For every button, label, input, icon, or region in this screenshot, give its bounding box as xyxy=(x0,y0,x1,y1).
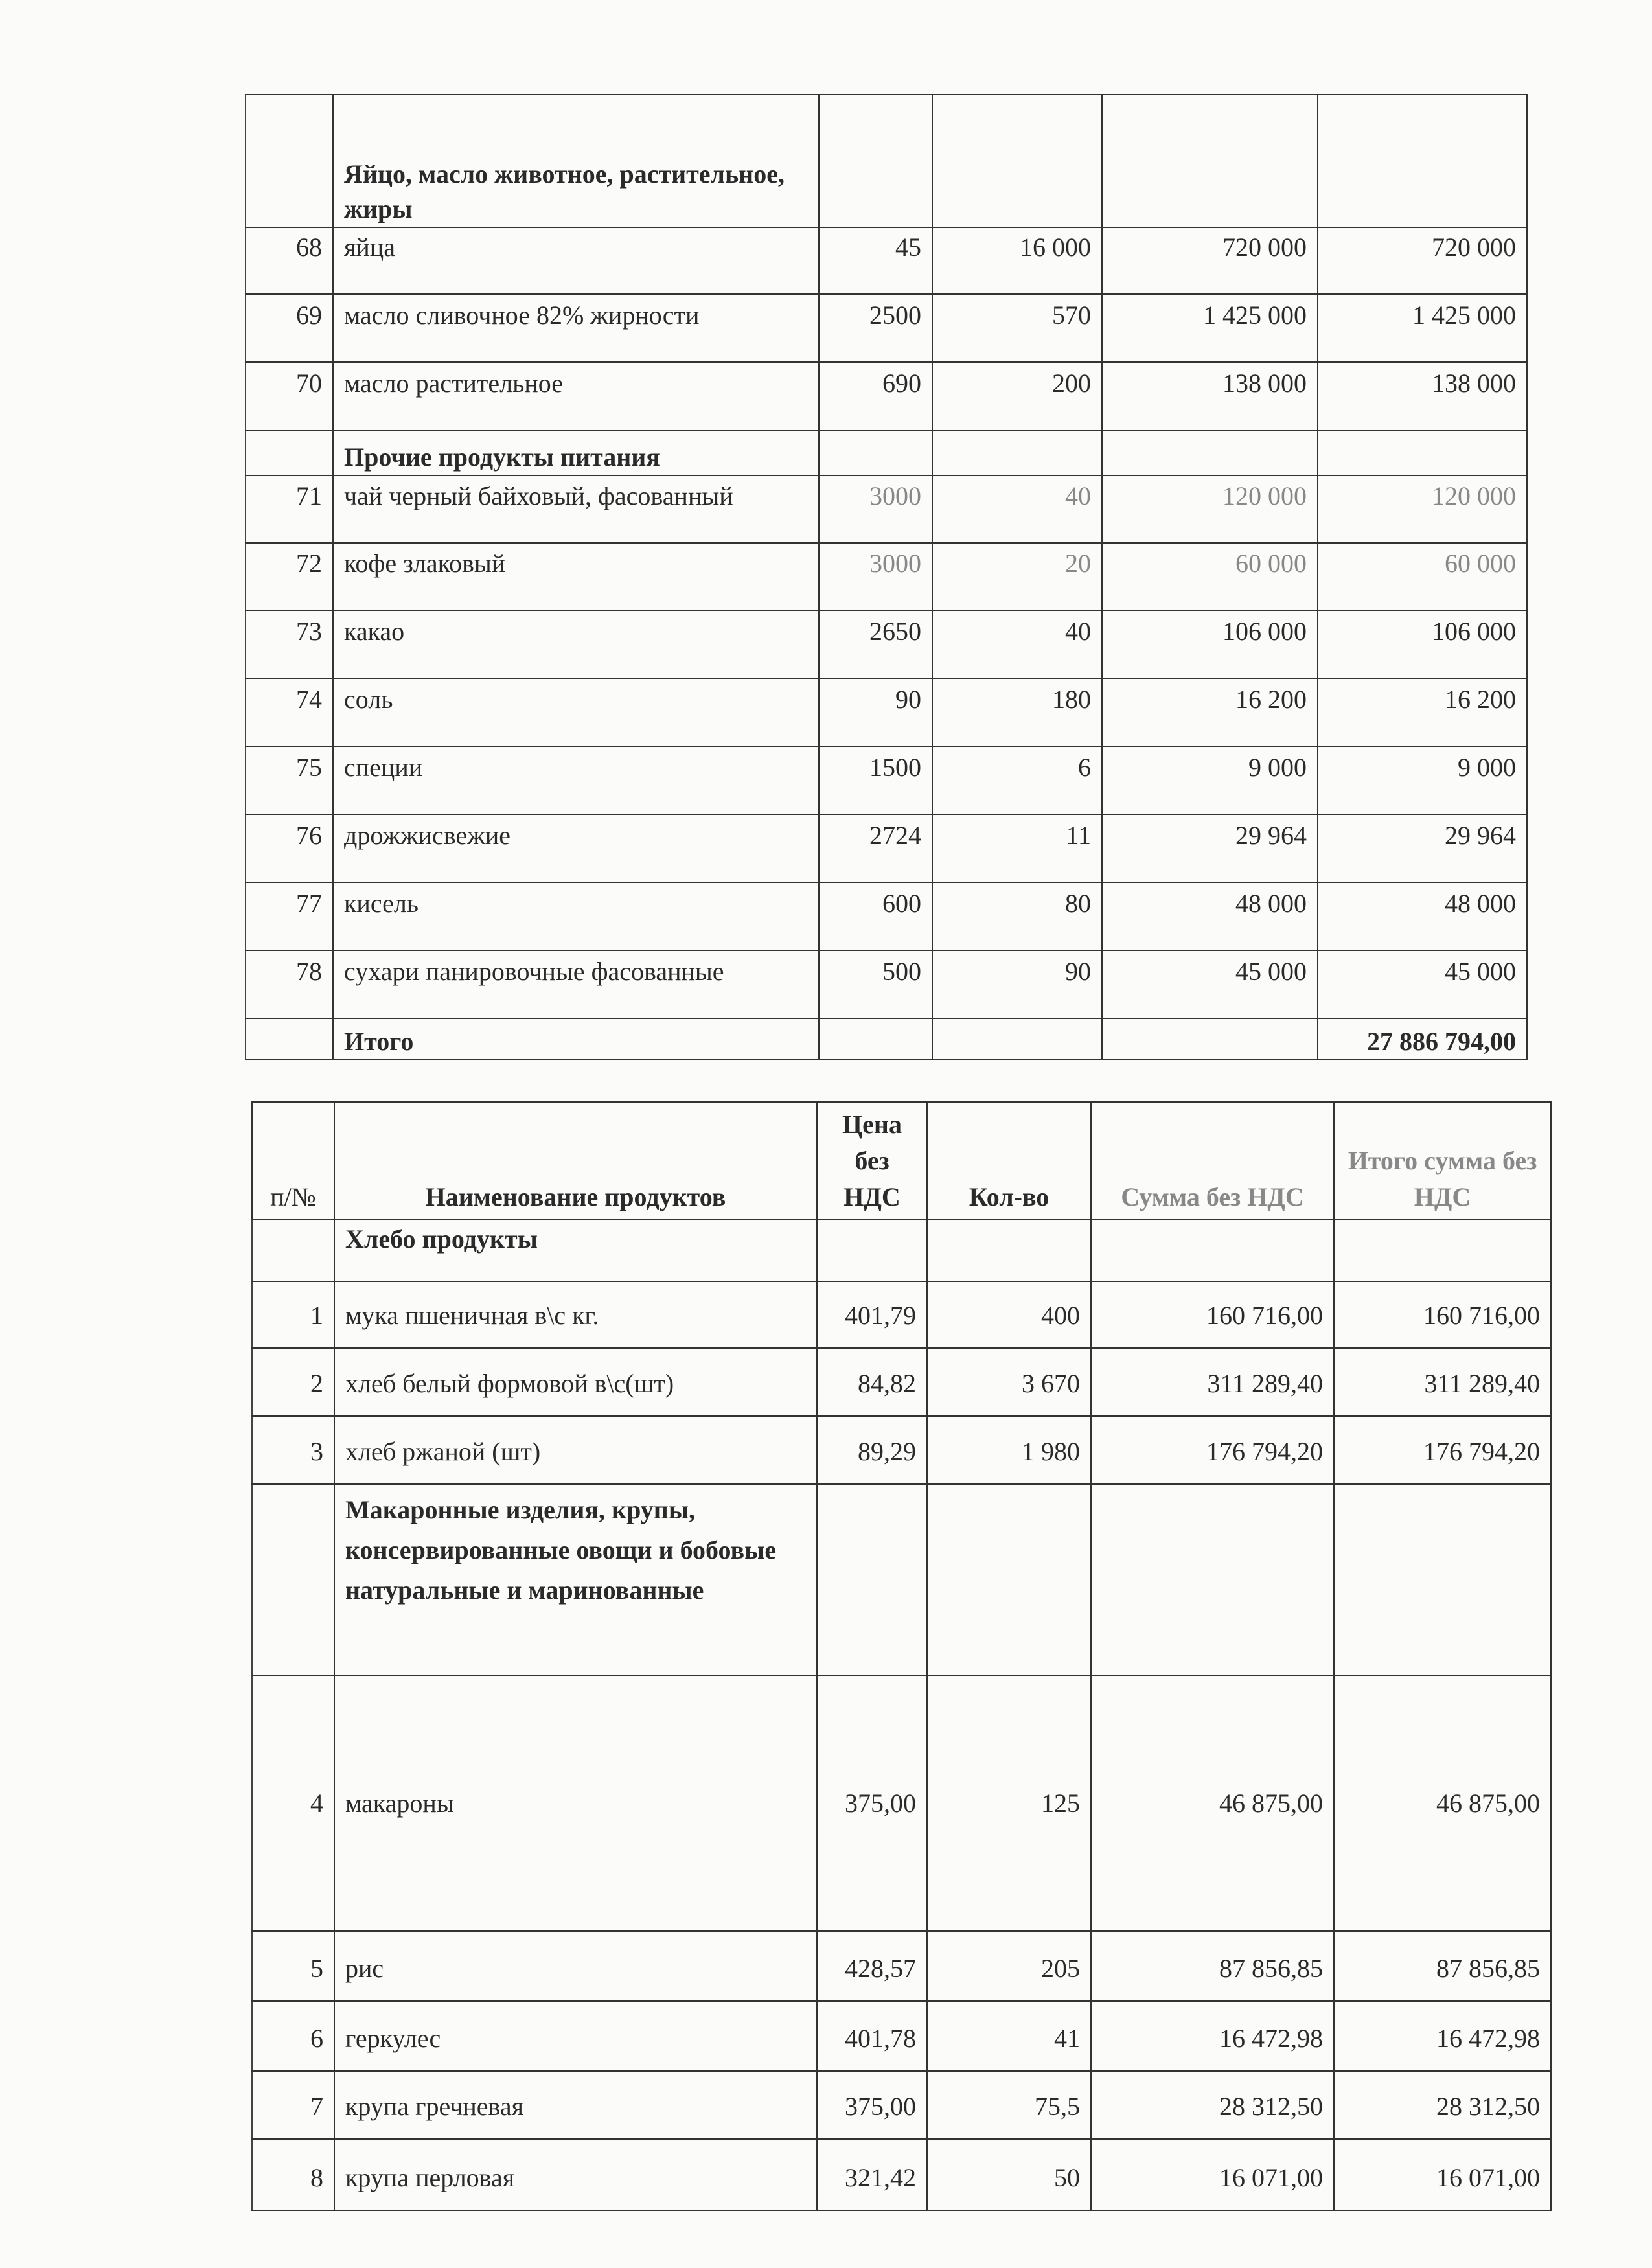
price-cell: 321,42 xyxy=(817,2139,927,2210)
price-cell: 1500 xyxy=(819,746,932,814)
product-name: крупа перловая xyxy=(334,2139,817,2210)
total-cell: 720 000 xyxy=(1318,227,1527,294)
row-number: 7 xyxy=(252,2071,334,2139)
header-quantity: Кол-во xyxy=(927,1102,1091,1220)
header-price: Цена без НДС xyxy=(817,1102,927,1220)
price-cell: 690 xyxy=(819,362,932,430)
sum-cell: 46 875,00 xyxy=(1091,1675,1334,1931)
row-number: 74 xyxy=(246,678,333,746)
product-name: дрожжисвежие xyxy=(333,814,819,882)
section-row xyxy=(252,1484,1551,1675)
product-name: яйца xyxy=(333,227,819,294)
table-row xyxy=(252,2071,1551,2139)
section-row xyxy=(246,95,1527,227)
quantity-cell: 205 xyxy=(927,1931,1091,2001)
section-label: Прочие продукты питания xyxy=(333,430,819,475)
total-cell: 176 794,20 xyxy=(1334,1416,1551,1484)
sum-cell: 160 716,00 xyxy=(1091,1281,1334,1348)
quantity-cell: 80 xyxy=(932,882,1102,950)
total-cell: 45 000 xyxy=(1318,950,1527,1018)
products-table-continued xyxy=(245,94,1528,1060)
table-row xyxy=(246,362,1527,430)
total-cell: 29 964 xyxy=(1318,814,1527,882)
table-header-row xyxy=(252,1102,1551,1220)
total-cell: 120 000 xyxy=(1318,475,1527,543)
table-row xyxy=(246,475,1527,543)
grand-total-value: 27 886 794,00 xyxy=(1318,1018,1527,1060)
product-name: масло сливочное 82% жирности xyxy=(333,294,819,362)
table-row xyxy=(246,610,1527,678)
row-number: 76 xyxy=(246,814,333,882)
price-cell: 500 xyxy=(819,950,932,1018)
row-number: 6 xyxy=(252,2001,334,2071)
sum-cell: 311 289,40 xyxy=(1091,1348,1334,1416)
row-number: 3 xyxy=(252,1416,334,1484)
total-label: Итого xyxy=(333,1018,819,1060)
table-row xyxy=(252,1281,1551,1348)
sum-cell: 106 000 xyxy=(1102,610,1318,678)
quantity-cell: 41 xyxy=(927,2001,1091,2071)
table-row xyxy=(252,1416,1551,1484)
total-cell: 9 000 xyxy=(1318,746,1527,814)
price-cell: 375,00 xyxy=(817,2071,927,2139)
section-label: Хлебо продукты xyxy=(334,1220,817,1281)
row-number: 71 xyxy=(246,475,333,543)
product-name: рис xyxy=(334,1931,817,2001)
total-cell: 16 200 xyxy=(1318,678,1527,746)
product-name: хлеб белый формовой в\с(шт) xyxy=(334,1348,817,1416)
product-name: кофе злаковый xyxy=(333,543,819,610)
quantity-cell: 180 xyxy=(932,678,1102,746)
table-row xyxy=(246,543,1527,610)
header-number: п/№ xyxy=(252,1102,334,1220)
table-row xyxy=(252,2001,1551,2071)
price-cell: 2650 xyxy=(819,610,932,678)
total-cell: 311 289,40 xyxy=(1334,1348,1551,1416)
price-cell: 90 xyxy=(819,678,932,746)
product-name: сухари панировочные фасованные xyxy=(333,950,819,1018)
product-name: чай черный байховый, фасованный xyxy=(333,475,819,543)
total-cell: 46 875,00 xyxy=(1334,1675,1551,1931)
quantity-cell: 50 xyxy=(927,2139,1091,2210)
product-name: специи xyxy=(333,746,819,814)
sum-cell: 9 000 xyxy=(1102,746,1318,814)
row-number: 73 xyxy=(246,610,333,678)
sum-cell: 48 000 xyxy=(1102,882,1318,950)
sum-cell: 60 000 xyxy=(1102,543,1318,610)
row-number: 70 xyxy=(246,362,333,430)
sum-cell: 138 000 xyxy=(1102,362,1318,430)
table-row xyxy=(252,1931,1551,2001)
quantity-cell: 16 000 xyxy=(932,227,1102,294)
quantity-cell: 40 xyxy=(932,610,1102,678)
product-name: кисель xyxy=(333,882,819,950)
total-cell: 48 000 xyxy=(1318,882,1527,950)
quantity-cell: 75,5 xyxy=(927,2071,1091,2139)
row-number: 5 xyxy=(252,1931,334,2001)
price-cell: 2724 xyxy=(819,814,932,882)
quantity-cell: 40 xyxy=(932,475,1102,543)
table-row xyxy=(252,1348,1551,1416)
total-cell: 16 472,98 xyxy=(1334,2001,1551,2071)
product-name: мука пшеничная в\с кг. xyxy=(334,1281,817,1348)
header-product-name: Наименование продуктов xyxy=(334,1102,817,1220)
sum-cell: 720 000 xyxy=(1102,227,1318,294)
table-row xyxy=(246,814,1527,882)
price-cell: 3000 xyxy=(819,543,932,610)
quantity-cell: 570 xyxy=(932,294,1102,362)
product-name: макароны xyxy=(334,1675,817,1931)
price-cell: 84,82 xyxy=(817,1348,927,1416)
row-number: 2 xyxy=(252,1348,334,1416)
row-number: 69 xyxy=(246,294,333,362)
sum-cell: 28 312,50 xyxy=(1091,2071,1334,2139)
quantity-cell: 125 xyxy=(927,1675,1091,1931)
quantity-cell: 400 xyxy=(927,1281,1091,1348)
quantity-cell: 3 670 xyxy=(927,1348,1091,1416)
price-cell: 600 xyxy=(819,882,932,950)
sum-cell: 16 472,98 xyxy=(1091,2001,1334,2071)
product-name: хлеб ржаной (шт) xyxy=(334,1416,817,1484)
sum-cell: 16 200 xyxy=(1102,678,1318,746)
product-name: крупа гречневая xyxy=(334,2071,817,2139)
section-label: Макаронные изделия, крупы, консервированные овощи и бобовые натуральные и маринованные xyxy=(334,1484,817,1675)
row-number: 72 xyxy=(246,543,333,610)
price-cell: 3000 xyxy=(819,475,932,543)
products-table xyxy=(251,1101,1552,2211)
row-number: 68 xyxy=(246,227,333,294)
price-cell: 375,00 xyxy=(817,1675,927,1931)
total-cell: 16 071,00 xyxy=(1334,2139,1551,2210)
price-cell: 401,78 xyxy=(817,2001,927,2071)
table-row xyxy=(246,227,1527,294)
table-row xyxy=(246,746,1527,814)
section-label: Яйцо, масло животное, растительное, жиры xyxy=(333,95,819,227)
total-cell: 138 000 xyxy=(1318,362,1527,430)
sum-cell: 16 071,00 xyxy=(1091,2139,1334,2210)
row-number: 75 xyxy=(246,746,333,814)
quantity-cell: 11 xyxy=(932,814,1102,882)
product-name: масло растительное xyxy=(333,362,819,430)
row-number: 1 xyxy=(252,1281,334,1348)
section-row xyxy=(252,1220,1551,1281)
section-row xyxy=(246,430,1527,475)
sum-cell: 29 964 xyxy=(1102,814,1318,882)
quantity-cell: 6 xyxy=(932,746,1102,814)
total-cell: 87 856,85 xyxy=(1334,1931,1551,2001)
row-number: 4 xyxy=(252,1675,334,1931)
total-cell: 60 000 xyxy=(1318,543,1527,610)
price-cell: 2500 xyxy=(819,294,932,362)
price-cell: 89,29 xyxy=(817,1416,927,1484)
sum-cell: 87 856,85 xyxy=(1091,1931,1334,2001)
product-name: соль xyxy=(333,678,819,746)
table-row xyxy=(252,1675,1551,1931)
quantity-cell: 20 xyxy=(932,543,1102,610)
quantity-cell: 200 xyxy=(932,362,1102,430)
table-row xyxy=(246,678,1527,746)
total-cell: 1 425 000 xyxy=(1318,294,1527,362)
total-cell: 106 000 xyxy=(1318,610,1527,678)
quantity-cell: 1 980 xyxy=(927,1416,1091,1484)
row-number: 8 xyxy=(252,2139,334,2210)
product-name: геркулес xyxy=(334,2001,817,2071)
product-name: какао xyxy=(333,610,819,678)
sum-cell: 176 794,20 xyxy=(1091,1416,1334,1484)
total-row xyxy=(246,1018,1527,1060)
price-cell: 428,57 xyxy=(817,1931,927,2001)
sum-cell: 45 000 xyxy=(1102,950,1318,1018)
row-number: 78 xyxy=(246,950,333,1018)
sum-cell: 1 425 000 xyxy=(1102,294,1318,362)
total-cell: 160 716,00 xyxy=(1334,1281,1551,1348)
header-total: Итого сумма без НДС xyxy=(1334,1102,1551,1220)
sum-cell: 120 000 xyxy=(1102,475,1318,543)
price-cell: 45 xyxy=(819,227,932,294)
table-row xyxy=(246,294,1527,362)
price-cell: 401,79 xyxy=(817,1281,927,1348)
row-number: 77 xyxy=(246,882,333,950)
total-cell: 28 312,50 xyxy=(1334,2071,1551,2139)
header-sum: Сумма без НДС xyxy=(1091,1102,1334,1220)
table-row xyxy=(246,950,1527,1018)
quantity-cell: 90 xyxy=(932,950,1102,1018)
table-row xyxy=(246,882,1527,950)
table-row xyxy=(252,2139,1551,2210)
